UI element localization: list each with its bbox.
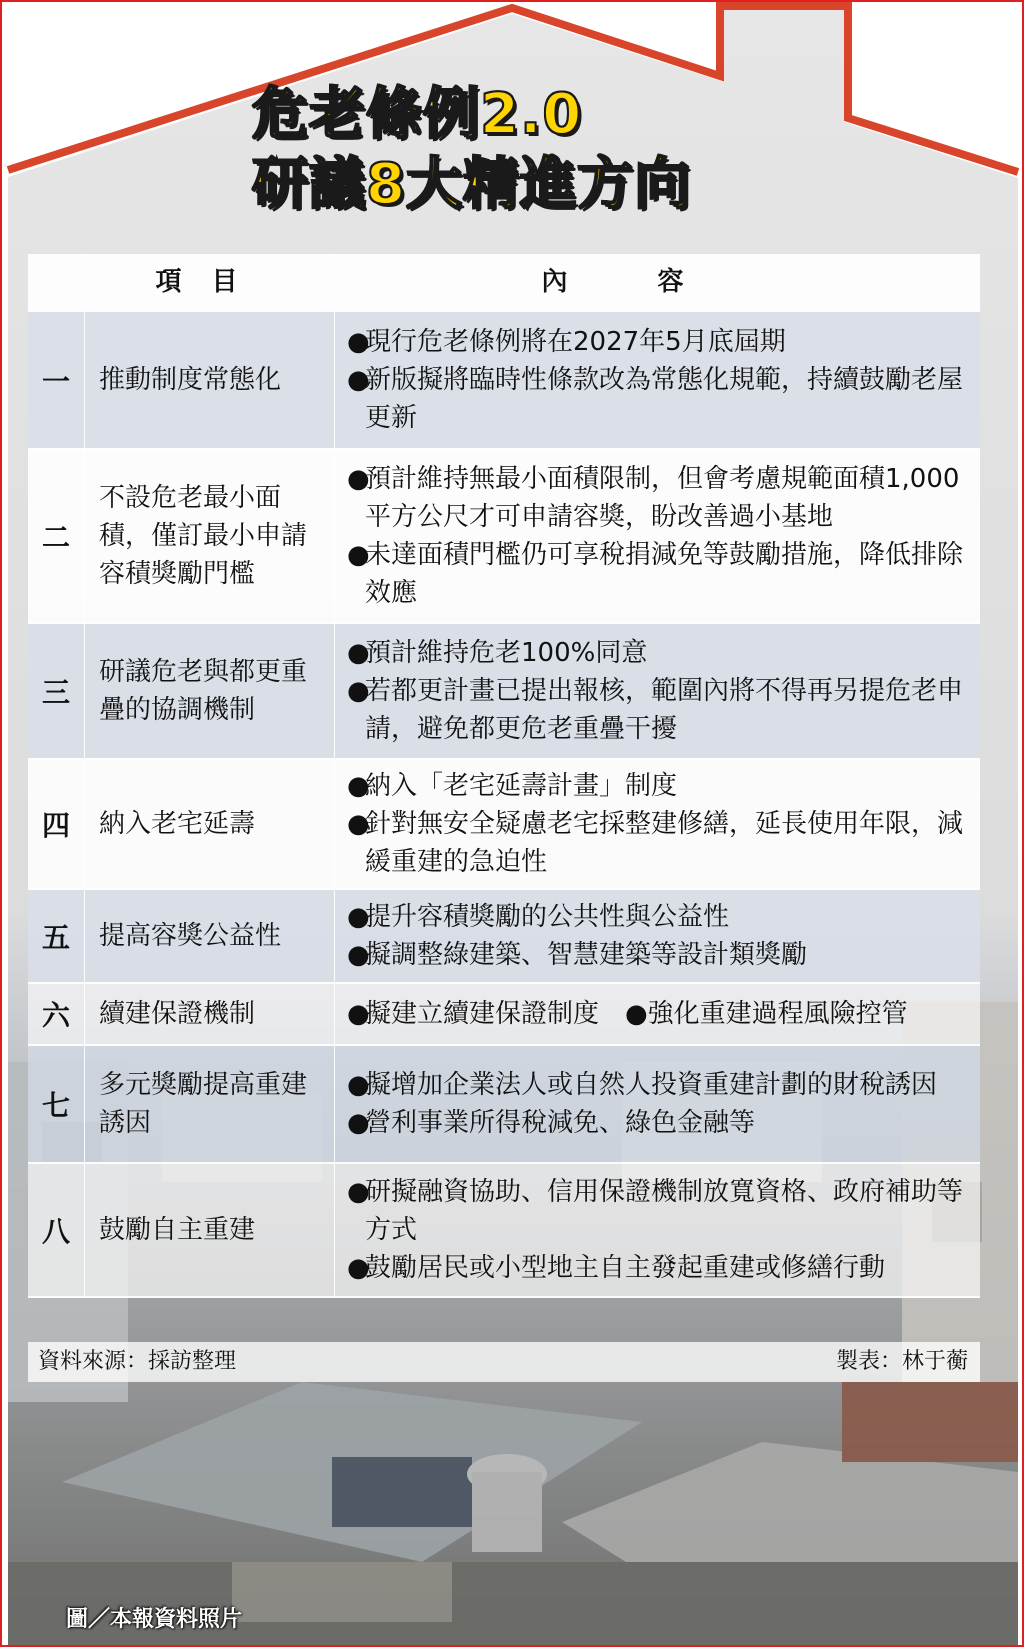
bullet-point bbox=[347, 936, 968, 974]
table-footer bbox=[28, 1342, 980, 1382]
bullet-point bbox=[347, 460, 968, 536]
bullet-text: 研擬融資協助、信用保證機制放寬資格、政府補助等方式 bbox=[365, 1177, 964, 1245]
row-number: 二 bbox=[41, 521, 70, 554]
row-item: 推動制度常態化 bbox=[84, 312, 334, 448]
bullet-icon: ● bbox=[347, 540, 370, 570]
bullet-icon: ● bbox=[347, 999, 370, 1029]
bullet-point bbox=[347, 1104, 968, 1142]
bullet-text: 未達面積門檻仍可享稅捐減免等鼓勵措施，降低排除效應 bbox=[365, 540, 964, 608]
headline bbox=[252, 80, 812, 220]
bullet-text: 提升容積獎勵的公共性與公益性 bbox=[365, 902, 730, 932]
bullet-icon: ● bbox=[347, 1177, 370, 1207]
bullet-text: 新版擬將臨時性條款改為常態化規範，持續鼓勵老屋更新 bbox=[365, 365, 964, 433]
row-number: 八 bbox=[41, 1215, 70, 1248]
row-item: 續建保證機制 bbox=[84, 984, 334, 1044]
row-item: 多元獎勵提高重建誘因 bbox=[84, 1046, 334, 1162]
bullet-point bbox=[347, 672, 968, 748]
row-content bbox=[334, 450, 980, 622]
source-note: 資料來源：採訪整理 bbox=[38, 1349, 237, 1374]
header-content: 內容 bbox=[334, 254, 980, 310]
bullet-point bbox=[347, 1066, 968, 1104]
bullet-icon: ● bbox=[347, 638, 370, 668]
bullet-text: 營利事業所得稅減免、綠色金融等 bbox=[365, 1108, 756, 1138]
row-content bbox=[334, 1164, 980, 1296]
bullet-icon: ● bbox=[347, 1108, 370, 1138]
row-number: 六 bbox=[41, 999, 70, 1032]
headline-line-2: 研議8大精進方向 bbox=[252, 152, 691, 217]
bullet-point bbox=[347, 995, 968, 1033]
header-item: 項目 bbox=[84, 254, 334, 310]
row-content bbox=[334, 312, 980, 448]
table-header bbox=[28, 254, 980, 310]
bullet-text: 擬調整綠建築、智慧建築等設計類獎勵 bbox=[365, 940, 808, 970]
row-number: 一 bbox=[41, 365, 70, 398]
bullet-text: 擬建立續建保證制度 ●強化重建過程風險控管 bbox=[365, 999, 908, 1029]
bullet-icon: ● bbox=[347, 676, 370, 706]
row-item: 納入老宅延壽 bbox=[84, 760, 334, 888]
bullet-point bbox=[347, 536, 968, 612]
table-row bbox=[28, 312, 980, 448]
bullet-text: 預計維持無最小面積限制，但會考慮規範面積1,000平方公尺才可申請容獎，盼改善過小基地 bbox=[365, 464, 960, 532]
row-number: 五 bbox=[41, 921, 70, 954]
bullet-icon: ● bbox=[347, 809, 370, 839]
table-row bbox=[28, 890, 980, 982]
bullet-point bbox=[347, 898, 968, 936]
bullet-text: 納入「老宅延壽計畫」制度 bbox=[365, 771, 678, 801]
table-row bbox=[28, 984, 980, 1044]
policy-table bbox=[28, 254, 980, 1298]
bullet-text: 擬增加企業法人或自然人投資重建計劃的財稅誘因 bbox=[365, 1070, 938, 1100]
row-item: 提高容獎公益性 bbox=[84, 890, 334, 982]
bullet-text: 現行危老條例將在2027年5月底屆期 bbox=[365, 327, 786, 357]
bullet-point bbox=[347, 634, 968, 672]
bullet-icon: ● bbox=[347, 771, 370, 801]
bullet-text: 鼓勵居民或小型地主自主發起重建或修繕行動 bbox=[365, 1253, 886, 1283]
row-content bbox=[334, 890, 980, 982]
bullet-point bbox=[347, 767, 968, 805]
author-note: 製表：林于蘅 bbox=[835, 1349, 968, 1374]
bullet-icon: ● bbox=[347, 327, 370, 357]
bullet-point bbox=[347, 1249, 968, 1287]
table-rows bbox=[28, 312, 980, 1298]
header-num bbox=[28, 254, 84, 310]
row-number: 三 bbox=[41, 676, 70, 709]
table-row bbox=[28, 1046, 980, 1162]
bullet-point bbox=[347, 361, 968, 437]
row-item: 鼓勵自主重建 bbox=[84, 1164, 334, 1296]
bullet-icon: ● bbox=[347, 940, 370, 970]
row-item: 不設危老最小面積，僅訂最小申請容積獎勵門檻 bbox=[84, 450, 334, 622]
bullet-point bbox=[347, 805, 968, 881]
bullet-icon: ● bbox=[347, 464, 370, 494]
table-row bbox=[28, 624, 980, 758]
bullet-icon: ● bbox=[347, 1253, 370, 1283]
row-content bbox=[334, 984, 980, 1044]
bullet-text: 針對無安全疑慮老宅採整建修繕，延長使用年限，減緩重建的急迫性 bbox=[365, 809, 964, 877]
bullet-text: 若都更計畫已提出報核，範圍內將不得再另提危老申請，避免都更危老重疊干擾 bbox=[365, 676, 964, 744]
bullet-icon: ● bbox=[347, 365, 370, 395]
bullet-text: 預計維持危老100%同意 bbox=[365, 638, 648, 668]
bullet-point bbox=[347, 1173, 968, 1249]
table-row bbox=[28, 450, 980, 622]
photo-credit: 圖／本報資料照片 bbox=[66, 1607, 243, 1632]
divider bbox=[28, 1296, 980, 1298]
row-content bbox=[334, 624, 980, 758]
row-item: 研議危老與都更重疊的協調機制 bbox=[84, 624, 334, 758]
bullet-icon: ● bbox=[347, 1070, 370, 1100]
headline-line-1: 危老條例2.0 bbox=[252, 82, 583, 147]
row-content bbox=[334, 1046, 980, 1162]
table-row bbox=[28, 760, 980, 888]
bullet-point bbox=[347, 323, 968, 361]
bullet-icon: ● bbox=[347, 902, 370, 932]
row-number: 四 bbox=[41, 809, 70, 842]
row-content bbox=[334, 760, 980, 888]
row-number: 七 bbox=[41, 1089, 70, 1122]
table-row bbox=[28, 1164, 980, 1296]
